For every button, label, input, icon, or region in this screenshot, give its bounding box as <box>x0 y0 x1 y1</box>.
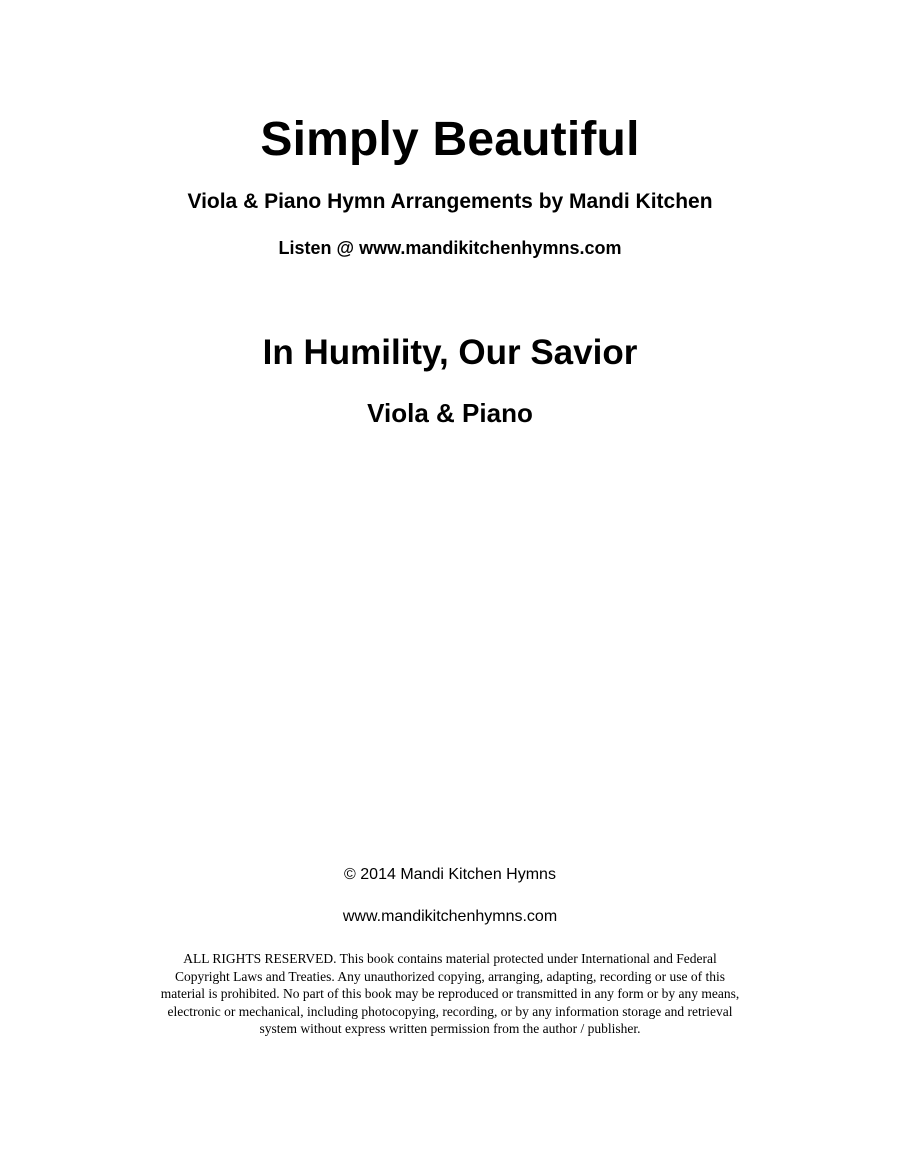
rights-line: material is prohibited. No part of this book may be reproduced or transmitted in any form or by any means, <box>160 986 740 1002</box>
collection-subtitle: Viola & Piano Hymn Arrangements by Mandi Kitchen <box>187 190 713 213</box>
song-title: In Humility, Our Savior <box>262 333 638 372</box>
collection-title: Simply Beautiful <box>260 113 640 166</box>
rights-line: electronic or mechanical, including photocopying, recording, or by any information storage and retrieval <box>167 1003 733 1019</box>
copyright-notice: © 2014 Mandi Kitchen Hymns <box>344 866 556 883</box>
website-link: www.mandikitchenhymns.com <box>342 908 558 925</box>
instrumentation: Viola & Piano <box>367 398 533 428</box>
rights-notice <box>120 950 780 1038</box>
rights-line: system without express written permission from the author / publisher. <box>259 1021 641 1037</box>
rights-line: ALL RIGHTS RESERVED. This book contains material protected under International and Federal <box>183 951 717 966</box>
listen-line: Listen @ www.mandikitchenhymns.com <box>278 238 622 258</box>
rights-line: Copyright Laws and Treaties. Any unauthorized copying, arranging, adapting, recording or use of this <box>174 968 725 984</box>
